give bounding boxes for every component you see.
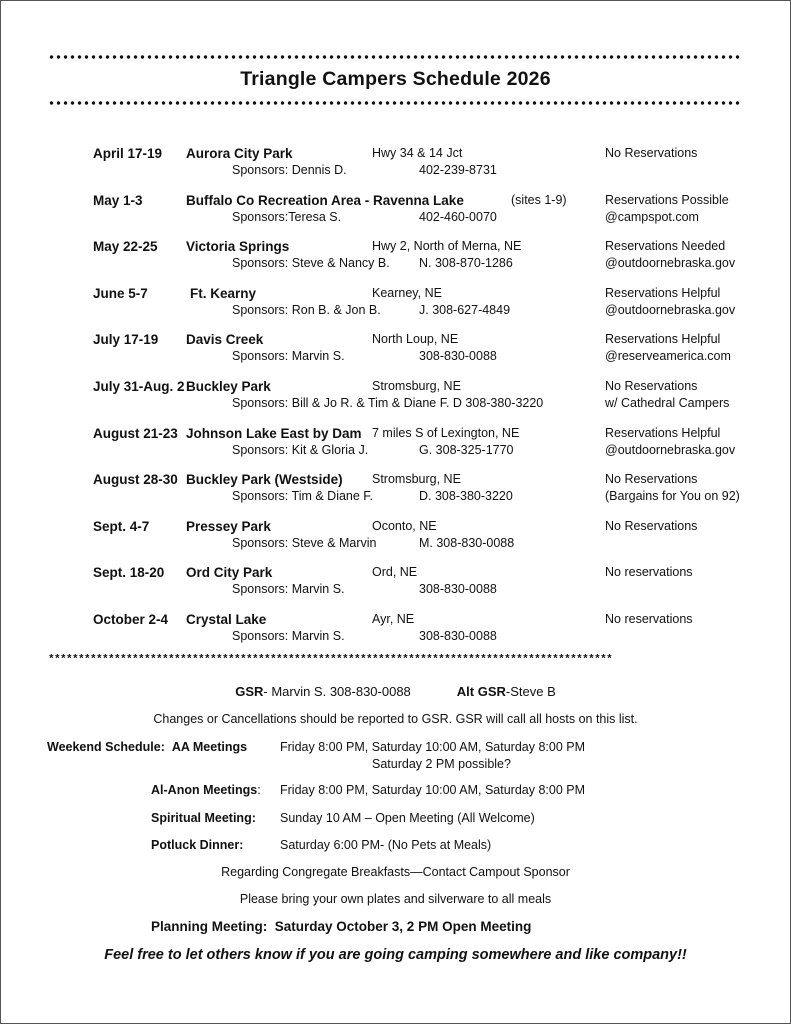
alanon-label: Al-Anon Meetings [151,783,258,797]
event-reservation-site: @outdoornebraska.gov [605,256,736,271]
event-phone: 308-830-0088 [419,349,497,364]
event-sponsors: Sponsors: Ron B. & Jon B. [232,302,381,317]
event-park: Crystal Lake [186,612,267,627]
event-sponsors: Sponsors: Marvin S. [232,349,345,364]
event-park: Buckley Park [186,379,271,394]
title-bottom-dotted-rule [48,101,741,105]
event-sponsors: Sponsors: Steve & Nancy B. [232,256,390,271]
event-date: April 17-19 [93,146,163,161]
event-phone: 308-830-0088 [419,582,497,597]
event-phone: N. 308-870-1286 [419,256,513,271]
event-date: October 2-4 [93,612,169,627]
event-phone: 308-830-0088 [419,629,497,643]
event-location: Stromsburg, NE [372,472,461,487]
event-reservation-site: (Bargains for You on 92) [605,489,740,504]
potluck-value: Saturday 6:00 PM- (No Pets at Meals) [280,838,492,852]
event-date: July 17-19 [93,332,159,348]
event-location: Kearney, NE [372,285,442,300]
aa-meetings-note: Saturday 2 PM possible? [372,757,511,771]
event-reservation: Reservations Helpful [605,425,721,440]
event-reservation-site: w/ Cathedral Campers [605,396,730,410]
aa-meetings-times: Friday 8:00 PM, Saturday 10:00 AM, Saturday 8:00 PM [280,740,586,754]
event-reservation-site: @outdoornebraska.gov [605,302,736,317]
event-reservation-site: @reserveamerica.com [605,349,731,364]
event-phone: J. 308-627-4849 [419,302,511,317]
event-date: May 22-25 [93,239,158,255]
event-park: Victoria Springs [186,239,290,255]
event-location: Ord, NE [372,565,418,580]
event-reservation: Reservations Helpful [605,285,721,300]
alt-gsr-label: Alt GSR [456,684,506,699]
event-date: August 21-23 [93,425,178,441]
event-sponsors: Sponsors: Kit & Gloria J. [232,442,369,457]
event-phone: 402-460-0070 [419,209,497,224]
event-park: Buckley Park (Westside) [186,472,343,488]
event-date: Sept. 4-7 [93,518,150,534]
gsr-line [0,684,791,699]
planning-meeting [151,919,531,934]
event-sponsors: Sponsors: Steve & Marvin [232,535,377,550]
event-reservation: Reservations Helpful [605,332,721,347]
spiritual-label: Spiritual Meeting: [151,811,256,825]
closing-message: Feel free to let others know if you are going camping somewhere and like company!! [104,947,687,963]
alt-gsr-value: -Steve B [505,684,556,699]
event-reservation-site: @campspot.com [605,209,699,224]
event-sponsors: Sponsors: Tim & Diane F. [232,489,374,504]
event-location: Hwy 2, North of Merna, NE [372,239,522,254]
page-title: Triangle Campers Schedule 2026 [240,68,551,90]
event-park: Ord City Park [186,565,273,581]
event-park: Buffalo Co Recreation Area - Ravenna Lake [186,192,464,208]
changes-note: Changes or Cancellations should be reported to GSR. GSR will call all hosts on this list. [153,712,638,726]
event-park: Ft. Kearny [190,285,257,301]
weekend-schedule-label [47,740,247,754]
event-reservation: No Reservations [605,146,698,160]
event-location: Stromsburg, NE [372,379,461,393]
event-reservation: Reservations Needed [605,239,726,254]
alanon-label-wrap [151,783,261,797]
event-date: August 28-30 [93,472,178,488]
event-date: Sept. 18-20 [93,565,165,581]
spiritual-value: Sunday 10 AM – Open Meeting (All Welcome) [280,811,535,825]
event-park: Aurora City Park [186,146,293,161]
alanon-times: Friday 8:00 PM, Saturday 10:00 AM, Saturday 8:00 PM [280,783,586,797]
event-date: May 1-3 [93,192,143,208]
event-sponsors: Sponsors: Dennis D. [232,163,347,177]
planning-value: Saturday October 3, 2 PM Open Meeting [274,919,532,934]
event-park: Davis Creek [186,332,264,348]
title-top-dotted-rule [48,55,741,59]
event-location: Oconto, NE [372,518,437,533]
event-reservation: No Reservations [605,379,698,393]
event-park: Johnson Lake East by Dam [186,425,362,441]
event-reservation-site: @outdoornebraska.gov [605,442,736,457]
event-sponsors: Sponsors:Teresa S. [232,209,342,224]
event-phone: M. 308-830-0088 [419,535,515,550]
event-date: July 31-Aug. 2 [93,379,185,394]
event-phone: D. 308-380-3220 [419,489,513,504]
event-phone: 402-239-8731 [419,163,497,177]
event-reservation: Reservations Possible [605,192,729,207]
plates-note: Please bring your own plates and silverware to all meals [239,892,552,906]
event-reservation: No Reservations [605,518,698,533]
breakfast-note: Regarding Congregate Breakfasts—Contact Campout Sponsor [221,865,570,879]
aa-meetings-label: AA Meetings [171,740,248,754]
potluck-label: Potluck Dinner: [151,838,244,852]
event-sponsors: Sponsors: Marvin S. [232,582,345,597]
event-sponsors: Sponsors: Marvin S. [232,629,345,643]
event-phone: G. 308-325-1770 [419,442,514,457]
weekend-prefix: Weekend Schedule: [47,740,165,754]
gsr-label: GSR [235,684,264,699]
event-location: 7 miles S of Lexington, NE [372,425,520,440]
event-date: June 5-7 [93,285,148,301]
event-reservation: No reservations [605,565,693,580]
gsr-value: - Marvin S. 308-830-0088 [263,684,411,699]
asterisk-divider: ********************************************************************************************** [48,654,613,666]
alanon-colon: : [257,783,261,797]
event-location: Hwy 34 & 14 Jct [372,146,463,160]
planning-label: Planning Meeting: [151,919,268,934]
event-reservation: No Reservations [605,472,698,487]
event-location: Ayr, NE [372,612,415,626]
event-sites: (sites 1-9) [511,192,567,207]
event-sponsors: Sponsors: Bill & Jo R. & Tim & Diane F. D 308-380-3220 [232,396,544,410]
event-reservation: No reservations [605,612,693,626]
event-location: North Loup, NE [372,332,459,347]
event-park: Pressey Park [186,518,271,534]
